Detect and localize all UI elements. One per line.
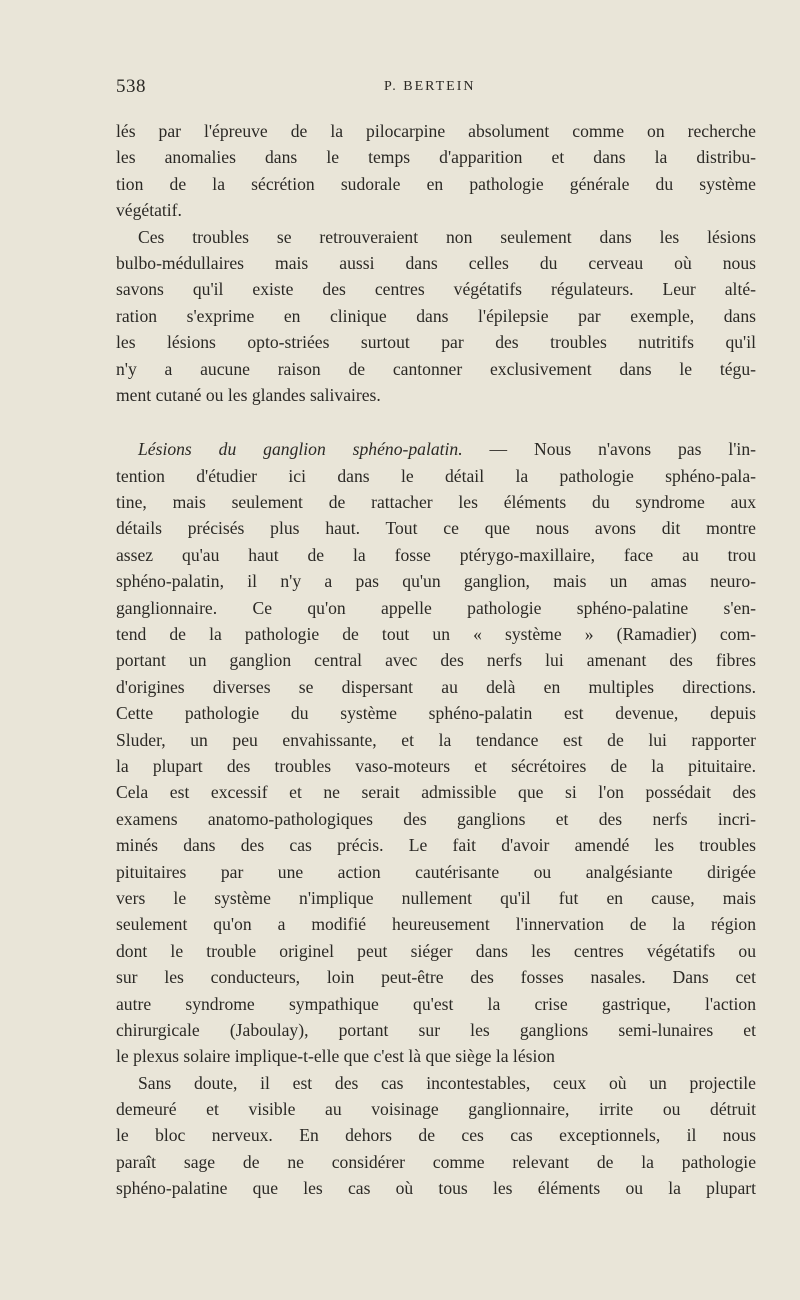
text-line: paraît sage de ne considérer comme relevant de la pathologie [116, 1151, 756, 1172]
paragraph-4 [116, 1070, 756, 1202]
text-line: pituitaires par une action cautérisante ou analgésiante dirigée [116, 861, 756, 882]
paragraph-gap [116, 408, 756, 436]
text-line: examens anatomo-pathologiques des ganglions et des nerfs incri- [116, 808, 756, 829]
text-line: seulement qu'on a modifié heureusement l'innervation de la région [116, 914, 756, 935]
text-line: vers le système n'implique nullement qu'il fut en cause, mais [116, 887, 756, 908]
paragraph-3 [116, 436, 756, 1069]
text-line: bulbo-médullaires mais aussi dans celles du cerveau où nous [116, 252, 756, 273]
text-line: demeuré et visible au voisinage ganglionnaire, irrite ou détruit [116, 1099, 756, 1120]
running-title: P. BERTEIN [384, 79, 476, 94]
text-line: n'y a aucune raison de cantonner exclusivement dans le tégu- [116, 358, 756, 379]
paragraph-1 [116, 118, 756, 224]
page-number: 538 [116, 76, 146, 97]
text-line: végétatif. [116, 200, 182, 221]
text-line: Sans doute, il est des cas incontestables, ceux où un projectile [138, 1072, 756, 1093]
text-line: autre syndrome sympathique qu'est la crise gastrique, l'action [116, 993, 756, 1014]
text-line: ration s'exprime en clinique dans l'épilepsie par exemple, dans [116, 305, 756, 326]
text-line: la plupart des troubles vaso-moteurs et sécrétoires de la pituitaire. [116, 755, 756, 776]
text-line: Sluder, un peu envahissante, et la tendance est de lui rapporter [116, 729, 756, 750]
text-line: lés par l'épreuve de la pilocarpine absolument comme on recherche [116, 121, 756, 141]
body-text [116, 118, 756, 1202]
text-line: tion de la sécrétion sudorale en pathologie générale du système [116, 173, 756, 194]
text-line: ment cutané ou les glandes salivaires. [116, 384, 381, 405]
section-heading: Lésions du ganglion sphéno-palatin. [138, 439, 463, 460]
text-line: les lésions opto-striées surtout par des troubles nutritifs qu'il [116, 332, 756, 353]
text-line: chirurgicale (Jaboulay), portant sur les ganglions semi-lunaires et [116, 1019, 756, 1040]
text-line: portant un ganglion central avec des nerfs lui amenant des fibres [116, 650, 756, 671]
text-line: sphéno-palatin, il n'y a pas qu'un ganglion, mais un amas neuro- [116, 571, 756, 592]
text-line: minés dans des cas précis. Le fait d'avoir amendé les troubles [116, 835, 756, 856]
text-line: assez qu'au haut de la fosse ptérygo-maxillaire, face au trou [116, 544, 756, 565]
text-line [116, 436, 756, 462]
text-line: le bloc nerveux. En dehors de ces cas exceptionnels, il nous [116, 1125, 756, 1146]
text-line: ganglionnaire. Ce qu'on appelle pathologie sphéno-palatine s'en- [116, 597, 756, 618]
page-header [116, 76, 756, 102]
text-line: détails précisés plus haut. Tout ce que nous avons dit montre [116, 518, 756, 539]
text-line: tention d'étudier ici dans le détail la pathologie sphéno-pala- [116, 465, 756, 486]
text-line: Cela est excessif et ne serait admissible que si l'on possédait des [116, 782, 756, 803]
text-line: tend de la pathologie de tout un « système » (Ramadier) com- [116, 624, 756, 645]
text-line: le plexus solaire implique-t-elle que c'est là que siège la lésion [116, 1046, 555, 1067]
text-line: les anomalies dans le temps d'apparition et dans la distribu- [116, 147, 756, 168]
text-line: Cette pathologie du système sphéno-palatin est devenue, depuis [116, 703, 756, 724]
text-line: dont le trouble originel peut siéger dans les centres végétatifs ou [116, 940, 756, 961]
text-line: tine, mais seulement de rattacher les éléments du syndrome aux [116, 492, 756, 513]
text-line: savons qu'il existe des centres végétatifs régulateurs. Leur alté- [116, 279, 756, 300]
text-line: sphéno-palatine que les cas où tous les éléments ou la plupart [116, 1178, 756, 1199]
text-line: sur les conducteurs, loin peut-être des fosses nasales. Dans cet [116, 967, 756, 988]
heading-continuation: — Nous n'avons pas l'in- [462, 439, 756, 460]
text-line: d'origines diverses se dispersant au delà en multiples directions. [116, 676, 756, 697]
paragraph-2 [116, 224, 756, 409]
text-line: Ces troubles se retrouveraient non seulement dans les lésions [138, 226, 756, 247]
